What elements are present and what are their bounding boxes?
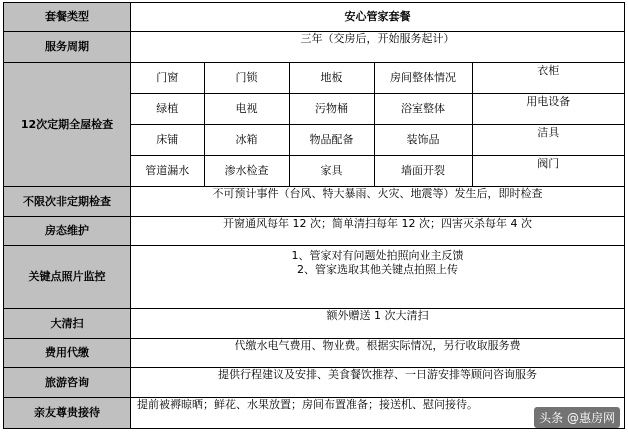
inspection-item: 电视 (204, 94, 289, 125)
inspection-item: 墙面开裂 (374, 156, 472, 187)
value-maintenance: 开窗通风每年 12 次；简单清扫每年 12 次；四害灭杀每年 4 次 (131, 217, 625, 246)
inspection-grid (131, 63, 624, 186)
inspection-row (131, 125, 624, 156)
watermark: 头条 @惠房网 (534, 407, 620, 428)
inspection-item: 洁具 (472, 125, 624, 156)
label-photo-monitor: 关键点照片监控 (4, 246, 131, 309)
inspection-item: 阀门 (537, 157, 560, 170)
inspection-item: 用电设备 (472, 94, 624, 125)
inspection-item: 冰箱 (204, 125, 289, 156)
inspection-item: 物品配备 (289, 125, 374, 156)
row-reception (4, 398, 625, 429)
value-bill-payment: 代缴水电气费用、物业费。根据实际情况，另行收取服务费 (131, 339, 625, 368)
value-deep-clean: 额外赠送 1 次大清扫 (131, 309, 625, 339)
value-package-type: 安心管家套餐 (131, 3, 625, 32)
label-inspection: 12次定期全屋检查 (4, 63, 131, 187)
row-maintenance (4, 217, 625, 246)
row-travel (4, 368, 625, 398)
value-photo-monitor (131, 246, 625, 309)
inspection-row (131, 63, 624, 94)
row-deep-clean (4, 309, 625, 339)
label-deep-clean: 大清扫 (4, 309, 131, 339)
inspection-item: 地板 (289, 63, 374, 94)
inspection-item: 绿植 (131, 94, 204, 125)
inspection-row (131, 156, 624, 187)
inspection-item: 门锁 (204, 63, 289, 94)
value-reception: 提前被褥晾晒；鲜花、水果放置；房间布置准备；接送机、慰问接待。 (131, 398, 625, 429)
photo-monitor-line-2: 2、管家选取其他关键点拍照上传 (297, 263, 458, 276)
inspection-grid-cell (131, 63, 625, 187)
value-travel: 提供行程建议及安排、美食餐饮推荐、一日游安排等顾问咨询服务 (131, 368, 625, 398)
inspection-item: 床铺 (131, 125, 204, 156)
inspection-item: 衣柜 (472, 63, 624, 94)
label-travel: 旅游咨询 (4, 368, 131, 398)
row-package-type (4, 3, 625, 32)
inspection-item: 浴室整体 (374, 94, 472, 125)
value-adhoc-check: 不可预计事件（台风、特大暴雨、火灾、地震等）发生后，即时检查 (131, 187, 625, 217)
row-service-period (4, 32, 625, 63)
row-inspection (4, 63, 625, 187)
label-adhoc-check: 不限次非定期检查 (4, 187, 131, 217)
label-package-type: 套餐类型 (4, 3, 131, 32)
inspection-item: 门窗 (131, 63, 204, 94)
label-service-period: 服务周期 (4, 32, 131, 63)
service-package-table-container (3, 2, 624, 432)
inspection-item: 房间整体情况 (374, 63, 472, 94)
label-bill-payment: 费用代缴 (4, 339, 131, 368)
row-bill-payment (4, 339, 625, 368)
inspection-item: 管道漏水 (131, 156, 204, 187)
inspection-item: 家具 (289, 156, 374, 187)
label-reception: 亲友尊贵接待 (4, 398, 131, 429)
inspection-row (131, 94, 624, 125)
value-service-period: 三年（交房后，开始服务起计） (131, 32, 625, 63)
inspection-item: 渗水检查 (204, 156, 289, 187)
row-photo-monitor (4, 246, 625, 309)
label-maintenance: 房态维护 (4, 217, 131, 246)
inspection-item: 污物桶 (289, 94, 374, 125)
photo-monitor-line-1: 1、管家对有问题处拍照向业主反馈 (291, 249, 464, 262)
inspection-item: 装饰品 (374, 125, 472, 156)
row-adhoc-check (4, 187, 625, 217)
service-package-table (3, 2, 625, 429)
